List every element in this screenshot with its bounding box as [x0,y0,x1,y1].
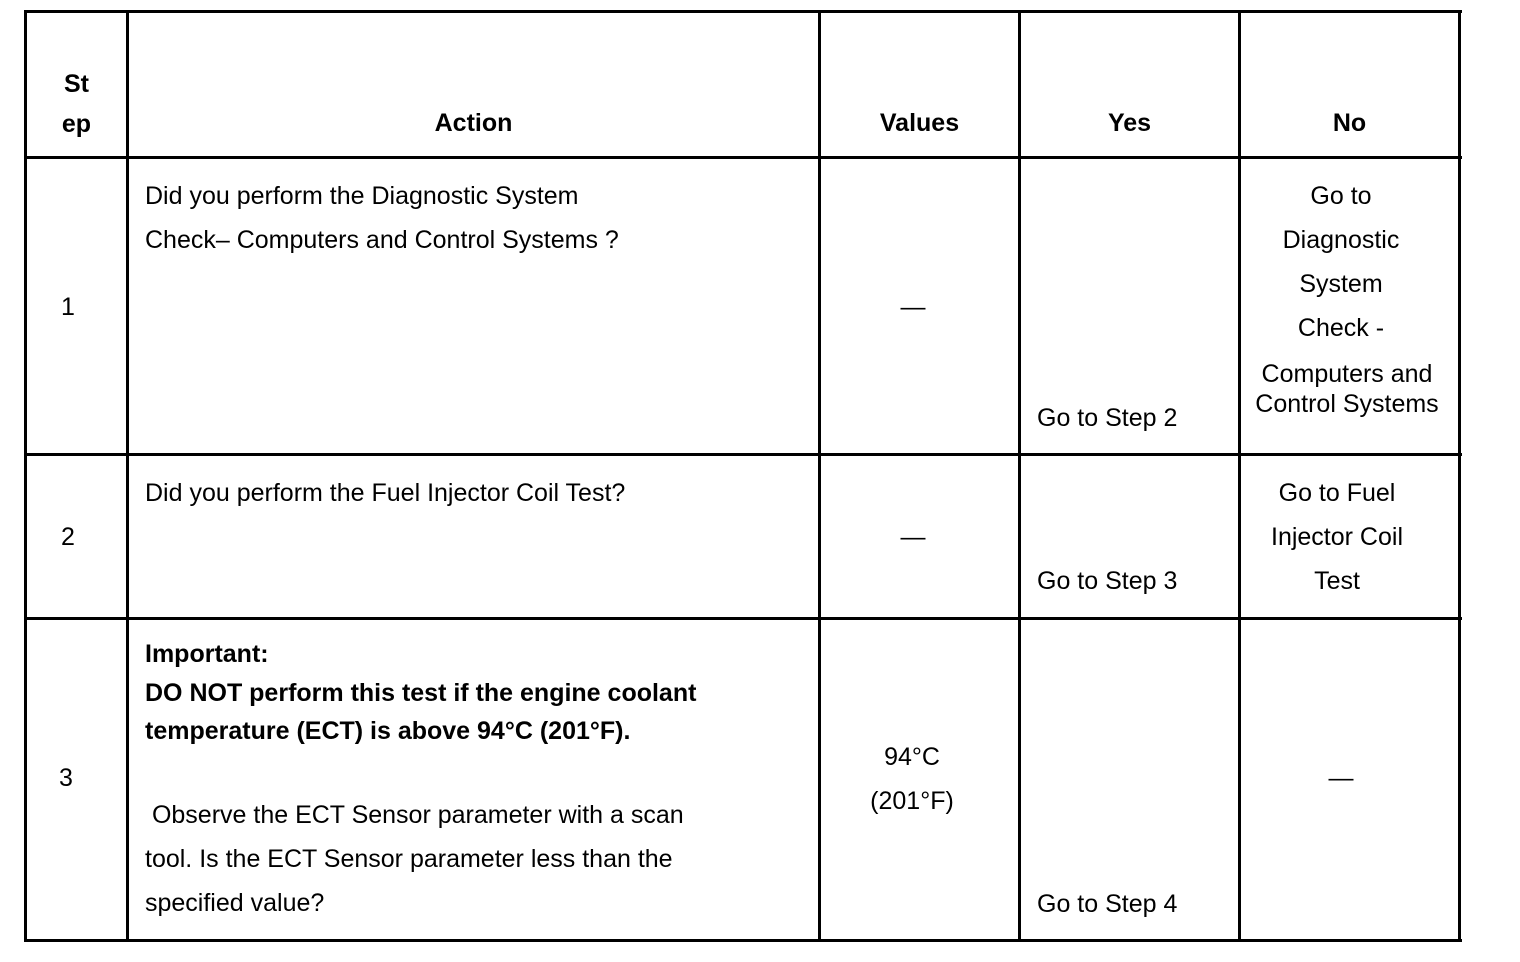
row-1-no-tail-line-2: Control Systems [1255,390,1439,418]
table-border-bottom [24,939,1462,942]
row-divider-2 [24,617,1462,620]
row-1-no-line-2: Diagnostic [1282,226,1400,254]
table-border-right [1458,10,1461,942]
row-3-important-text [145,674,696,750]
row-3-step: 3 [59,764,73,792]
row-2-no-line-3: Test [1314,567,1360,595]
header-step [27,64,126,144]
row-2-no-line-2: Injector Coil [1271,523,1403,551]
header-yes: Yes [1107,109,1152,137]
row-divider-1 [24,453,1462,456]
row-1-no [1241,174,1441,350]
row-2-action-line-1: Did you perform the Fuel Injector Coil Test? [145,479,626,507]
row-1-action-line-2: Check– Computers and Control Systems ? [145,226,619,254]
column-divider-values [1018,10,1021,942]
row-1-yes: Go to Step 2 [1037,404,1178,432]
row-3-value-line-1: 94°C [884,743,940,771]
row-3-value-line-2: (201°F) [870,787,954,815]
header-divider [24,156,1462,159]
row-2-step: 2 [61,523,75,551]
row-3-yes: Go to Step 4 [1037,890,1178,918]
row-3-action [145,793,684,925]
header-step-line-1: St [64,70,89,98]
row-3-important-line-1: DO NOT perform this test if the engine coolant [145,679,697,707]
row-1-action [145,174,619,262]
table-border-left [24,10,27,942]
row-3-no: — [1328,764,1354,792]
row-1-no-tail [1241,359,1453,419]
row-2-action [145,471,625,515]
row-3-value [821,735,1003,823]
header-values: Values [879,109,960,137]
row-1-no-tail-line-1: Computers and [1261,360,1433,388]
row-1-step: 1 [61,293,75,321]
row-3-important-line-2: temperature (ECT) is above 94°C (201°F). [145,717,631,745]
row-1-action-line-1: Did you perform the Diagnostic System [145,182,579,210]
row-3-action-line-3: specified value? [145,889,325,917]
row-2-no-line-1: Go to Fuel [1278,479,1396,507]
row-2-no [1241,471,1433,603]
row-3-important-label: Important: [145,640,269,668]
row-2-yes: Go to Step 3 [1037,567,1178,595]
row-1-no-line-1: Go to [1310,182,1372,210]
row-1-no-line-3: System [1299,270,1383,298]
table-border-top [24,10,1462,13]
column-divider-step [126,10,129,942]
header-action: Action [434,109,513,137]
row-2-value: — [900,523,926,551]
header-step-line-2: ep [61,110,92,138]
row-3-action-line-2: tool. Is the ECT Sensor parameter less than the [145,845,673,873]
row-1-value: — [900,293,926,321]
header-no: No [1332,109,1367,137]
row-1-no-line-4: Check - [1297,314,1385,342]
row-3-action-line-1: Observe the ECT Sensor parameter with a scan [145,801,684,829]
